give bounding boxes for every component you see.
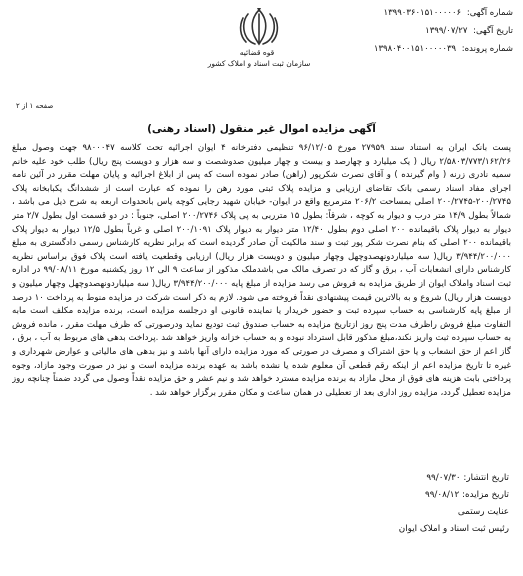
- footer-label: تاریخ انتشار:: [463, 473, 509, 483]
- signatory-title: رئیس ثبت اسناد و املاک ایوان: [398, 524, 509, 534]
- page-count: صفحه ۱ از ۲: [16, 102, 54, 110]
- signatory-name: عنایت رستمی: [457, 507, 509, 517]
- meta-label: شماره آگهی:: [466, 8, 513, 18]
- meta-label: شماره پرونده:: [461, 44, 513, 54]
- iran-emblem-icon: [236, 6, 282, 48]
- auction-date-row: [289, 487, 509, 504]
- judiciary-label: قوه قضائیه: [239, 48, 275, 57]
- meta-value: ۱۳۹۹/۰۷/۲۷: [425, 26, 468, 36]
- meta-value: ۱۳۹۸۰۴۰۰۱۵۱۰۰۰۰۰۳۹: [373, 44, 457, 54]
- meta-row-notice-number: [313, 4, 513, 22]
- meta-label: تاریخ آگهی:: [473, 26, 513, 36]
- footer-value: ۹۹/۰۸/۱۲: [424, 490, 460, 500]
- footer-value: ۹۹/۰۷/۳۰: [426, 473, 461, 483]
- meta-value: ۱۳۹۹۰۳۶۰۱۵۱۰۰۰۰۰۶: [383, 8, 462, 18]
- meta-row-case-number: [313, 40, 513, 58]
- publish-date-row: [289, 470, 509, 487]
- notice-footer: [289, 470, 509, 538]
- footer-label: تاریخ مزایده:: [462, 490, 509, 500]
- notice-body: پست بانک ایران به استناد سند ۲۷۹۵۹ مورخ ۹۶/۱۲/۰۵ تنظیمی دفترخانه ۴ ایوان اجرائیه تحت کلاسه ۹۸۰۰۰۴۷ جهت وصول مبلغ ۲/۵۸۰۳/۷۷۳/۱۶۲/۲۶ ریال ( یک میلیارد و چهارصد و بیست و چهار میلیون صدوشصت و سه هزار و دویست پنج ریال) طلب خود علیه خانم سمیه نادری زرنه ( وام گیرنده ) و آقای نصرت شکرپور (راهن) صادر نموده است که پس از ابلاغ اجرائیه و پایان مهلت مقرر در آئین نامه اجرای مفاد اسناد رسمی بانک تقاضای ارزیابی و مزایده پلاک ثبتی مورد رهن را نموده که عبارت است از ششدانگ یکبابخانه پلاک ۲۰۰/۲۷۴۵-۲۰۰/۲۷۴۵ اصلی بمساحت ۲۰۶/۲ مترمربع واقع در ایوان- خیابان شهید رجایی کوچه یاس بانحدوات اربعه به شرح ذیل می باشد ، شمالاً بطول ۱۴/۹ متر درب و دیوار به کوچه ، شرقاً: بطول ۱۵ مترربی به پی پلاک ۲۰۰/۲۷۴۶ اصلی، جنوباً : در دو قسمت اول بطول ۲/۷ متر دیوار به دیوار پلاک باقیمانده ۲۰۰ اصلی دوم بطول ۱۲/۴۰ متر دیوار به دیوار پلاک ۲۰۰/۱۰۹۱ اصلی و غرباً بطول ۱۲/۵ دیوار به دیوار پلاک باقیمانده ۲۰۰ اصلی که بنام نصرت شکر پور ثبت و سند مالکیت آن صادر گردیده است که برابر نظریه کارشناس رسمی دادگستری به مبلغ ۳/۹۴۴/۲۰۰/۰۰۰ ریال( سه میلیاردونهصدوچهل وچهار میلیون و دویست هزار ریال) ارزیابی وقطعیت یافته است پلاک فوق براساس نظریه کارشناس دارای انشعابات آب ، برق و گاز که در تصرف مالک می باشدملک مذکور از ساعت ۹ الی ۱۲ روز یکشنبه مورخ ۹۹/۰۸/۱۱ در اداره ثبت اسناد واملاک ایوان از طریق مزایده به فروش می رسد مزایده از مبلغ پایه ۳/۹۴۴/۲۰۰/۰۰۰ ریال( سه میلیاردونهصدوچهل وچهار میلیون و دویست هزار ریال) شروع و به بالاترین قیمت پیشنهادی نقداً فروخته می شود. لازم به ذکر است شرکت در مزایده منوط به پرداخت ۱۰ درصد از مبلغ پایه کارشناسی به حساب سپرده ثبت و حضور خریدار یا نماینده قانونی او درجلسه مزایده است، برنده مزایده مکلف است مابه التفاوت مبلغ فروش راظرف مدت پنج روز ازتاریخ مزایده به حساب صندوق ثبت تودیع نماید ودرصورتی که ظرف مهلت مقرر ، مانده فروش به حساب سپرده ثبت واریز نکند،مبلغ مذکور قابل استرداد نبوده و به حساب خزانه واریز خواهد شد .پرداخت بدهی های مربوط به آب ، برق ، گاز اعم از حق انشعاب و یا حق اشتراک و مصرف در صورتی که مورد مزایده دارای آنها باشد و نیز بدهی های مالیاتی و عوارض شهرداری و غیره تا تاریخ مزایده اعم از اینکه رقم قطعی آن معلوم شده یا نشده باشد به عهده برنده مزایده است و نیز در صورت وجود مازاد، وجوه پرداختی بابت هزینه های فوق از محل مازاد به برنده مزایده مسترد خواهد شد و نیم عشر و حق مزایده نقداً وصول می گردد ضمناً چنانچه روز مزایده تعطیل گردد، مزایده روز اداری بعد از تعطیلی در همان ساعت و مکان مقرر برگزار خواهد شد .: [12, 143, 511, 398]
- organization-name: سازمان ثبت اسناد و املاک کشور: [207, 59, 311, 68]
- meta-row-notice-date: [313, 22, 513, 40]
- notice-title: آگهی مزایده اموال غیر منقول (اسناد رهنی): [147, 123, 376, 135]
- notice-metadata: [313, 4, 513, 58]
